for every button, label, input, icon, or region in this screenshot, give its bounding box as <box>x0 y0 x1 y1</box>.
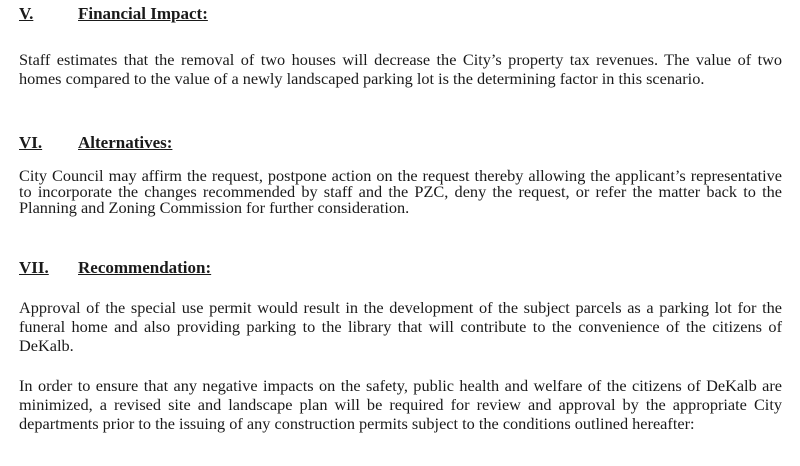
section-number: V. <box>19 4 34 23</box>
recommendation-paragraph-2: In order to ensure that any negative impacts on the safety, public health and welfare of the citizens of DeKalb are minimized, a revised site and landscape plan will be required for review and approval by the appropriate City departments prior to the issuing of any construction permits subject to the conditions outlined hereafter: <box>19 376 782 433</box>
section-title: Alternatives: <box>78 133 173 152</box>
section-number: VII. <box>19 258 49 277</box>
section-number: VI. <box>19 133 43 152</box>
alternatives-paragraph: City Council may affirm the request, postpone action on the request thereby allowing the applicant’s representative to incorporate the changes recommended by staff and the PZC, deny the request, or refer the matter back to the Planning and Zoning Commission for further consideration. <box>19 166 782 217</box>
financial-impact-paragraph: Staff estimates that the removal of two houses will decrease the City’s property tax revenues. The value of two homes compared to the value of a newly landscaped parking lot is the determining factor in this scenario. <box>19 50 782 88</box>
section-title: Recommendation: <box>78 258 212 277</box>
recommendation-paragraph-1: Approval of the special use permit would result in the development of the subject parcels as a parking lot for the funeral home and also providing parking to the library that will contribute to the convenience of the citizens of DeKalb. <box>19 298 782 355</box>
section-title: Financial Impact: <box>78 4 208 23</box>
